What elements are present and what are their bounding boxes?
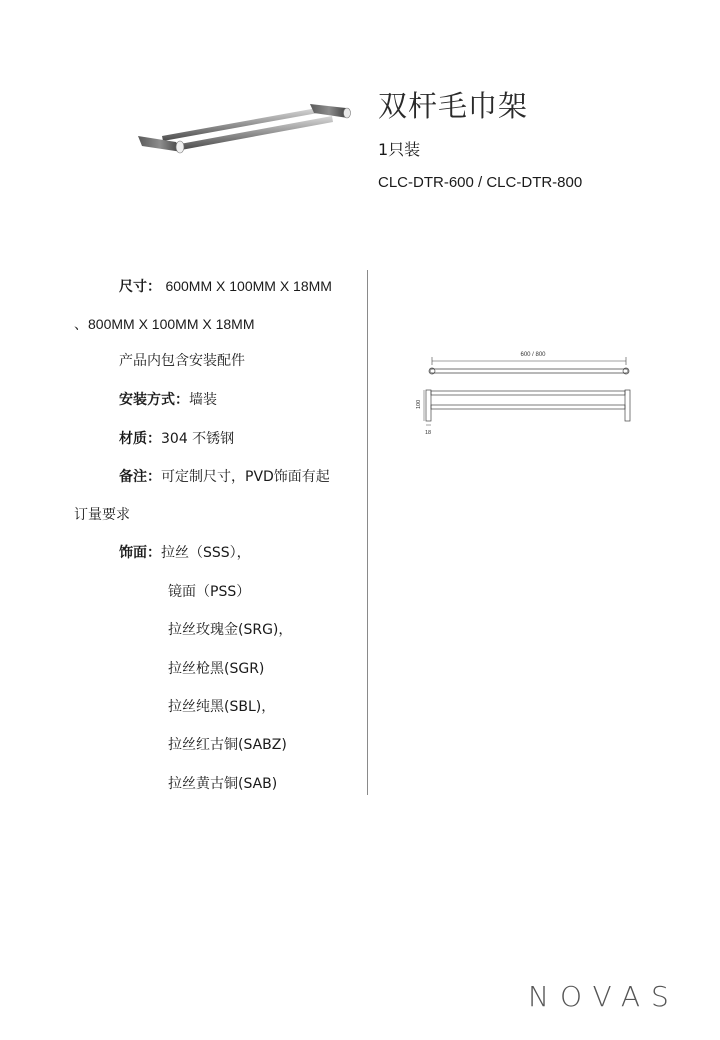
product-photo (132, 96, 358, 162)
install-label: 安装方式： (119, 392, 189, 408)
finish-item-2: 拉丝玫瑰金(SRG)， (168, 622, 293, 638)
spec-finish (119, 543, 251, 563)
dimension-height-label: 100 (416, 399, 422, 409)
spec-remark (119, 467, 330, 487)
finish-label: 饰面： (119, 545, 161, 561)
install-value: 墙装 (189, 392, 217, 408)
finish-item-4: 拉丝纯黑(SBL)， (168, 699, 276, 715)
remark-value-1: 可定制尺寸，PVD饰面有起 (161, 469, 330, 485)
size-value-2: 、800MM X 100MM X 18MM (74, 316, 255, 332)
remark-label: 备注： (119, 469, 161, 485)
model-numbers: CLC-DTR-600 / CLC-DTR-800 (378, 174, 583, 191)
remark-value-2: 订量要求 (74, 507, 130, 523)
spec-install (119, 390, 217, 410)
dimension-width-label: 600 / 800 (520, 352, 546, 358)
column-divider (367, 270, 368, 795)
finish-item-0: 拉丝（SSS）， (161, 545, 251, 561)
material-label: 材质： (119, 431, 161, 447)
product-title: 双杆毛巾架 (378, 89, 529, 123)
size-label: 尺寸： (119, 279, 161, 295)
brand-logo: NOVAS (528, 980, 680, 1013)
finish-item-1: 镜面（PSS） (168, 584, 251, 600)
finish-item-6: 拉丝黄古铜(SAB) (168, 776, 278, 792)
finish-item-3: 拉丝枪黑(SGR) (168, 661, 265, 677)
finish-item-5: 拉丝红古铜(SABZ) (168, 737, 287, 753)
size-value-1: 600MM X 100MM X 18MM (165, 278, 332, 294)
material-value: 304 不锈钢 (161, 431, 235, 447)
pack-quantity: 1只装 (378, 140, 421, 159)
package-note: 产品内包含安装配件 (119, 353, 245, 369)
spec-material (119, 429, 234, 449)
spec-size (119, 276, 332, 297)
dimension-depth-label: 18 (424, 430, 432, 436)
technical-drawing (412, 346, 637, 440)
